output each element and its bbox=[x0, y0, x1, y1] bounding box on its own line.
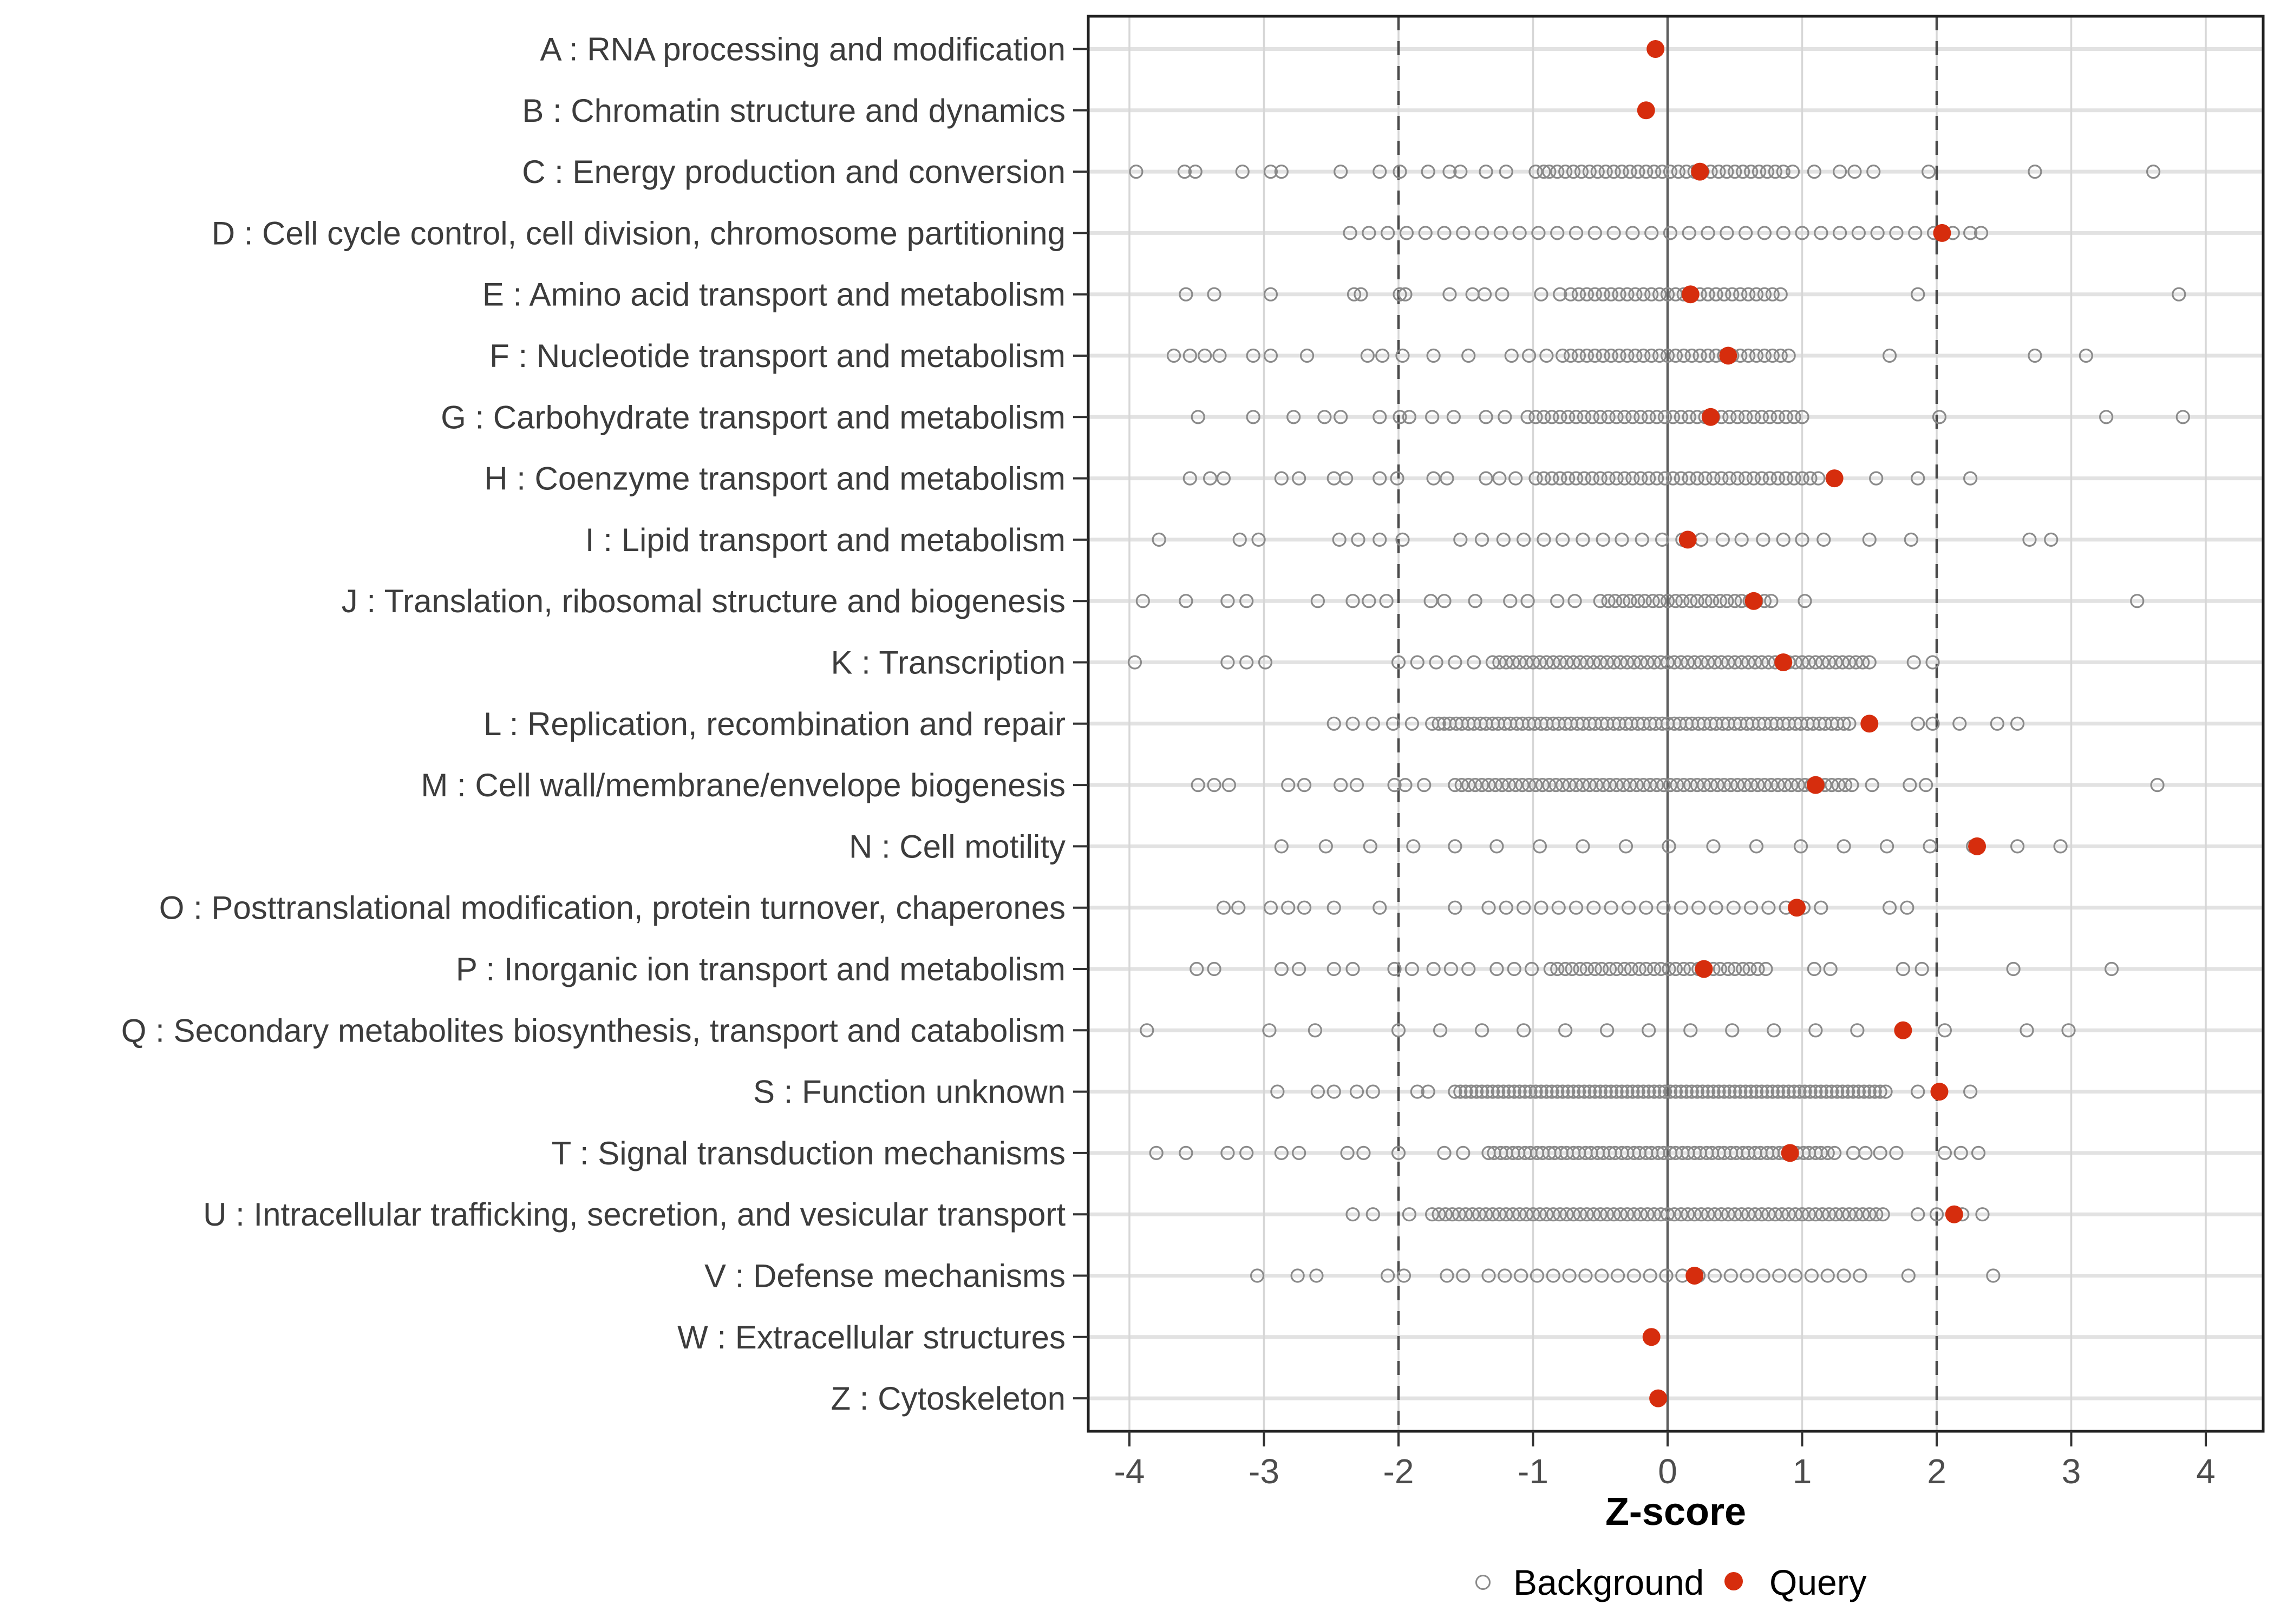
category-label: K : Transcription bbox=[831, 644, 1066, 681]
category-label: V : Defense mechanisms bbox=[704, 1258, 1066, 1294]
legend-background-label: Background bbox=[1513, 1562, 1704, 1602]
category-label: C : Energy production and conversion bbox=[522, 154, 1066, 191]
legend-query-dot-icon bbox=[1724, 1572, 1743, 1590]
legend-query-label: Query bbox=[1769, 1562, 1867, 1602]
query-point bbox=[1646, 40, 1664, 58]
category-label: U : Intracellular trafficking, secretion, and vesicular transport bbox=[203, 1196, 1066, 1233]
query-point bbox=[1945, 1206, 1963, 1223]
category-label: O : Posttranslational modification, protein turnover, chaperones bbox=[159, 889, 1066, 926]
category-label: J : Translation, ribosomal structure and biogenesis bbox=[341, 583, 1066, 620]
x-tick-label: -2 bbox=[1383, 1452, 1414, 1491]
query-point bbox=[1968, 837, 1986, 855]
category-label: P : Inorganic ion transport and metabolism bbox=[455, 951, 1066, 987]
x-tick-label: 0 bbox=[1658, 1452, 1677, 1491]
x-tick-label: 2 bbox=[1927, 1452, 1946, 1491]
category-label: N : Cell motility bbox=[848, 828, 1066, 865]
category-label: D : Cell cycle control, cell division, chromosome partitioning bbox=[211, 215, 1066, 252]
x-axis-title: Z-score bbox=[1605, 1490, 1747, 1534]
query-point bbox=[1702, 408, 1720, 426]
query-point bbox=[1719, 347, 1737, 365]
category-label: G : Carbohydrate transport and metabolism bbox=[441, 399, 1066, 436]
legend-background-circle-icon bbox=[1475, 1575, 1491, 1590]
category-label: E : Amino acid transport and metabolism bbox=[482, 276, 1066, 313]
query-point bbox=[1679, 531, 1697, 548]
x-tick-label: -4 bbox=[1114, 1452, 1145, 1491]
category-label: F : Nucleotide transport and metabolism bbox=[489, 338, 1066, 374]
category-label: Q : Secondary metabolites biosynthesis, transport and catabolism bbox=[121, 1012, 1066, 1049]
query-point bbox=[1930, 1083, 1948, 1101]
query-point bbox=[1807, 776, 1825, 794]
query-point bbox=[1788, 899, 1806, 916]
category-label: A : RNA processing and modification bbox=[540, 31, 1066, 68]
query-point bbox=[1826, 469, 1844, 487]
query-point bbox=[1933, 224, 1951, 242]
legend bbox=[0, 1557, 2274, 1607]
query-point bbox=[1682, 285, 1700, 303]
query-point bbox=[1695, 960, 1713, 978]
x-tick-label: 4 bbox=[2196, 1452, 2216, 1491]
category-label: S : Function unknown bbox=[753, 1073, 1066, 1110]
query-point bbox=[1691, 163, 1709, 181]
category-label: W : Extracellular structures bbox=[677, 1319, 1066, 1355]
query-point bbox=[1745, 592, 1763, 610]
query-point bbox=[1643, 1328, 1661, 1346]
x-tick-label: -1 bbox=[1518, 1452, 1548, 1491]
category-label: L : Replication, recombination and repair bbox=[483, 705, 1066, 742]
query-point bbox=[1774, 653, 1792, 671]
category-label: M : Cell wall/membrane/envelope biogenesis bbox=[421, 767, 1066, 804]
category-label: T : Signal transduction mechanisms bbox=[551, 1135, 1066, 1171]
category-label: H : Coenzyme transport and metabolism bbox=[484, 460, 1066, 497]
query-point bbox=[1781, 1144, 1799, 1162]
x-tick-label: -3 bbox=[1249, 1452, 1279, 1491]
query-point bbox=[1649, 1390, 1667, 1407]
query-point bbox=[1685, 1267, 1703, 1285]
query-point bbox=[1637, 101, 1655, 119]
x-tick-label: 3 bbox=[2061, 1452, 2081, 1491]
category-label: I : Lipid transport and metabolism bbox=[585, 521, 1066, 558]
x-tick-label: 1 bbox=[1792, 1452, 1812, 1491]
category-label: B : Chromatin structure and dynamics bbox=[522, 92, 1066, 129]
query-point bbox=[1860, 715, 1878, 732]
category-label: Z : Cytoskeleton bbox=[831, 1380, 1066, 1417]
query-point bbox=[1894, 1021, 1912, 1039]
